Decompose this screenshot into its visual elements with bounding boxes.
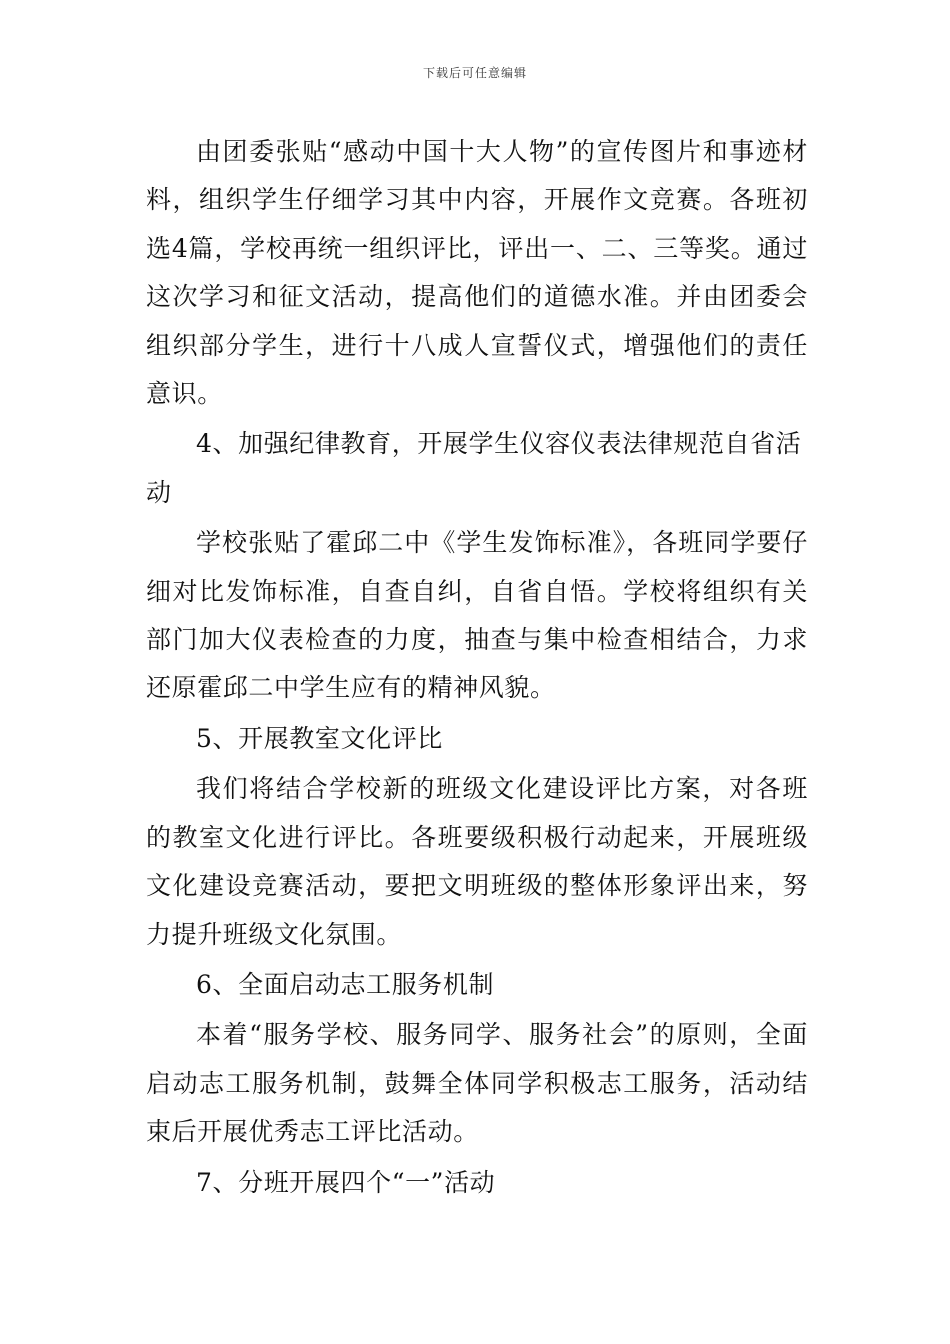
paragraph-hair-standards: 学校张贴了霍邱二中《学生发饰标准》，各班同学要仔细对比发饰标准，自查自纠，自省自悟。学校将组织有关部门加大仪表检查的力度，抽查与集中检查相结合，力求还原霍邱二中学生应有的精神风貌。 — [146, 528, 808, 703]
section-heading-four-one-activities: 7、分班开展四个“一”活动 — [196, 1167, 496, 1197]
section-heading-volunteer-service: 6、全面启动志工服务机制 — [196, 969, 495, 999]
section-heading-discipline-education: 4、加强纪律教育，开展学生仪容仪表法律规范自省活动 — [146, 429, 802, 507]
paragraph-honor-essay-contest: 由团委张贴“感动中国十大人物”的宣传图片和事迹材料，组织学生仔细学习其中内容，开展作文竞赛。各班初选4篇，学校再统一组织评比，评出一、二、三等奖。通过这次学习和征文活动，提高他们的道德水准。并由团委会组织部分学生，进行十八成人宣誓仪式，增强他们的责任意识。 — [146, 137, 808, 409]
paragraph-classroom-culture: 我们将结合学校新的班级文化建设评比方案，对各班的教室文化进行评比。各班要级积极行动起来，开展班级文化建设竞赛活动，要把文明班级的整体形象评出来，努力提升班级文化氛围。 — [146, 774, 808, 949]
paragraph-volunteer-service: 本着“服务学校、服务同学、服务社会”的原则，全面启动志工服务机制，鼓舞全体同学积极志工服务，活动结束后开展优秀志工评比活动。 — [146, 1020, 808, 1147]
document-body — [146, 128, 808, 1209]
page-header-note: 下载后可任意编辑 — [422, 66, 527, 80]
section-heading-classroom-culture: 5、开展教室文化评比 — [196, 723, 443, 753]
